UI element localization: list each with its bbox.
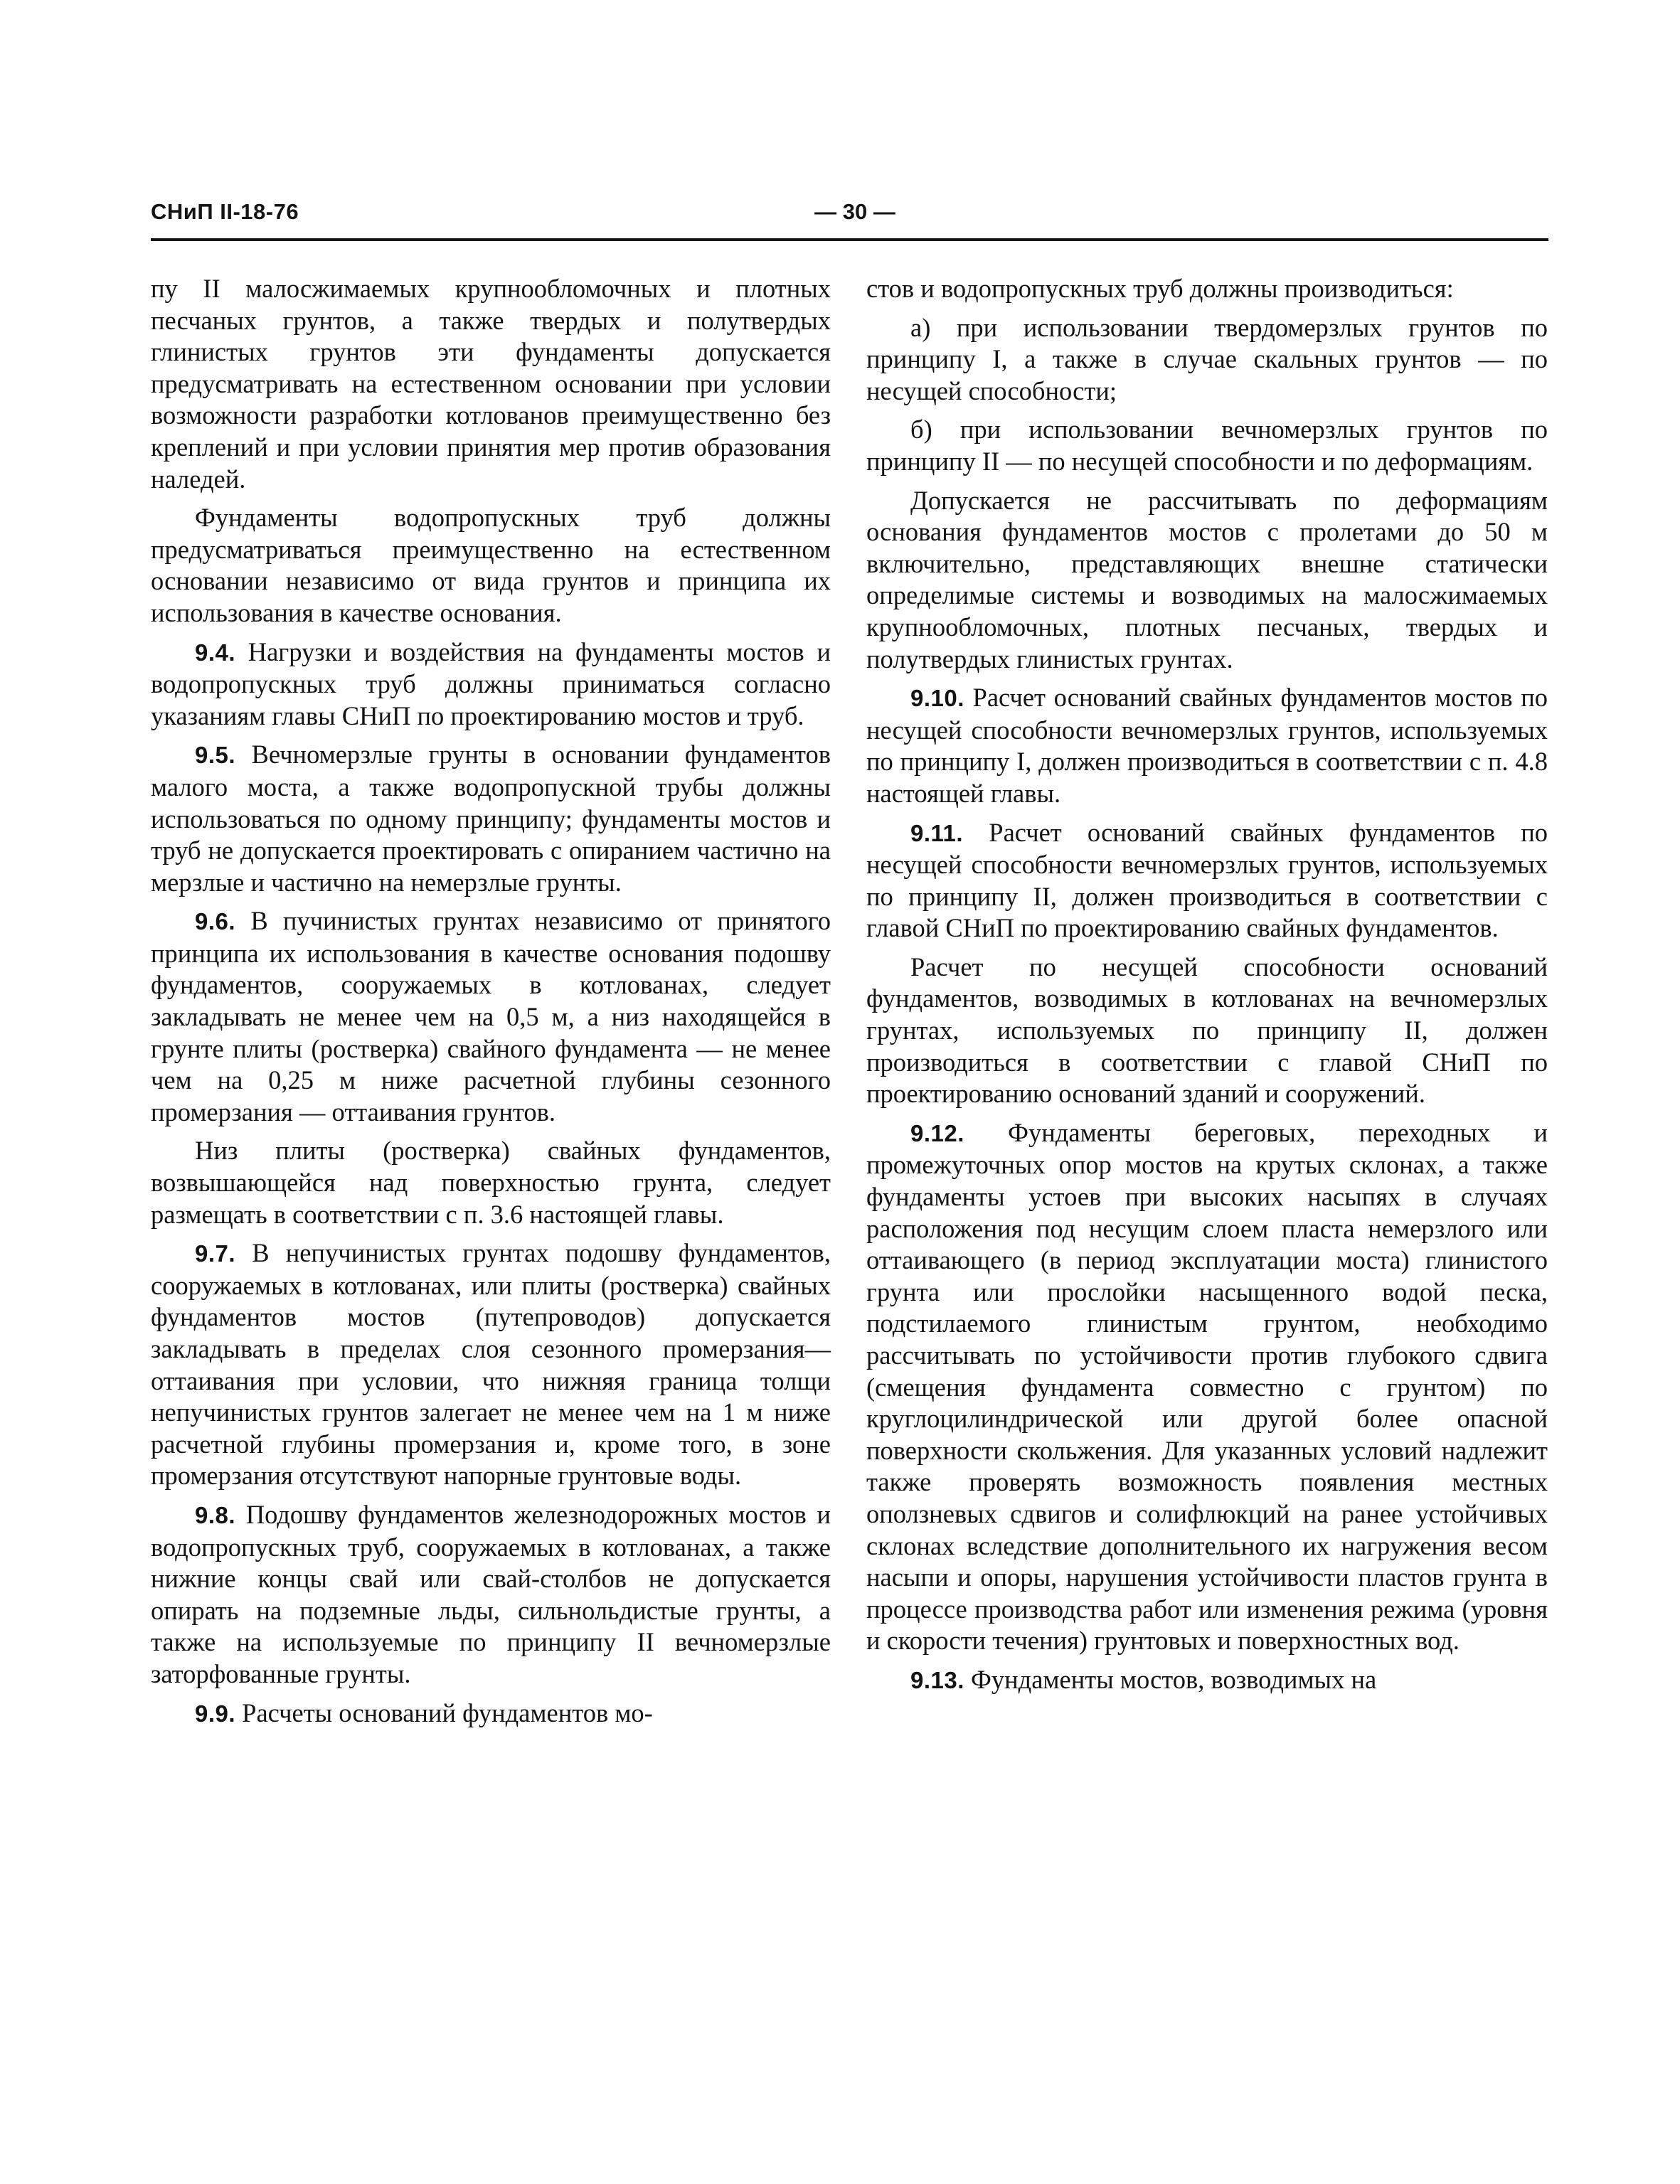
- clause-9-4: [151, 636, 831, 733]
- clause-number: 9.6.: [195, 908, 236, 935]
- paragraph-text: стов и водопропускных труб должны производиться:: [866, 274, 1454, 303]
- clause-number: 9.8.: [195, 1501, 236, 1528]
- clause-9-11: [866, 817, 1548, 944]
- clause-9-12: [866, 1117, 1548, 1657]
- paragraph-text: Фундаменты мостов, возводимых на: [971, 1664, 1377, 1694]
- paragraph-text: Расчеты оснований фундаментов мо-: [242, 1698, 653, 1727]
- paragraph-text: Расчет по несущей способности оснований фундаментов, возводимых в котлованах на вечномерзлых грунтах, используемых по принципу II, должен производиться в соответствии с главой СНиП по проектированию оснований зданий и сооружений.: [866, 952, 1548, 1109]
- paragraph-text: Расчет оснований свайных фундаментов по несущей способности вечномерзлых грунтов, используемых по принципу II, должен производиться в соответствии с главой СНиП по проектированию свайных фундаментов.: [866, 817, 1548, 943]
- paragraph-text: В непучинистых грунтах подошву фундаментов, сооружаемых в котлованах, или плиты (ростверка) свайных фундаментов мостов (путепроводов) допускается закладывать в пределах слоя сезонного промерзания—оттаивания при условии, что нижняя граница толщи непучинистых грунтов залегает не менее чем на 1 м ниже расчетной глубины промерзания и, кроме того, в зоне промерзания отсутствуют напорные грунтовые воды.: [151, 1238, 831, 1491]
- paragraph-text: Вечномерзлые грунты в основании фундаментов малого моста, а также водопропускной трубы должны использоваться по одному принципу; фундаменты мостов и труб не допускается проектировать с опиранием частично на мерзлые и частично на немерзлые грунты.: [151, 740, 831, 897]
- paragraph-text: Допускается не рассчитывать по деформациям основания фундаментов мостов с пролетами до 50 м включительно, представляющих внешне статически определимые системы и возводимых на малосжимаемых крупнообломочных, плотных песчаных, твердых и полутвердых глинистых грунтах.: [866, 485, 1548, 673]
- paragraph-text: Подошву фундаментов железнодорожных мостов и водопропускных труб, сооружаемых в котлованах, а также нижние концы свай или свай-столбов не допускается опирать на подземные льды, сильнольдистые грунты, а также на используемые по принципу II вечномерзлые заторфованные грунты.: [151, 1499, 831, 1688]
- clause-number: 9.4.: [195, 639, 236, 666]
- document-code: СНиП II-18-76: [151, 199, 299, 224]
- list-item: [866, 414, 1548, 477]
- clause-9-9: [151, 1698, 831, 1730]
- list-item: [866, 312, 1548, 407]
- paragraph-text: а) при использовании твердомерзлых грунтов по принципу I, а также в случае скальных грунтов — по несущей способности;: [866, 312, 1548, 405]
- paragraph-text: В пучинистых грунтах независимо от принятого принципа их использования в качестве основания подошву фундаментов, сооружаемых в котлованах, следует закладывать не менее чем на 0,5 м, а низ находящейся в грунте плиты (ростверка) свайного фундамента — не менее чем на 0,25 м ниже расчетной глубины сезонного промерзания — оттаивания грунтов.: [151, 906, 831, 1126]
- clause-9-6: [151, 905, 831, 1128]
- page-number: — 30 —: [814, 199, 895, 224]
- page-header: [151, 199, 1548, 238]
- paragraph-text: б) при использовании вечномерзлых грунтов по принципу II — по несущей способности и по деформациям.: [866, 415, 1548, 476]
- right-text-column: [866, 273, 1548, 1704]
- clause-number: 9.12.: [910, 1119, 964, 1146]
- paragraph-text: Нагрузки и воздействия на фундаменты мостов и водопропускных труб должны приниматься согласно указаниям главы СНиП по проектированию мостов и труб.: [151, 636, 831, 730]
- clause-9-8: [151, 1499, 831, 1690]
- paragraph-text: Фундаменты береговых, переходных и промежуточных опор мостов на крутых склонах, а также фундаменты устоев при высоких насыпях в случаях расположения под несущим слоем пласта немерзлого или оттаивающего (в период эксплуатации моста) глинистого грунта или прослойки насыщенного водой песка, подстилаемого глинистым грунтом, необходимо рассчитывать по устойчивости против глубокого сдвига (смещения фундамента совместно с грунтом) по круглоцилиндрической или другой более опасной поверхности скольжения. Для указанных условий надлежит также проверять возможность появления местных оползневых сдвигов и солифлюкций на ранее устойчивых склонах вследствие дополнительного их нагружения весом насыпи и опоры, нарушения устойчивости пластов грунта в процессе производства работ или изменения режима (уровня и скорости течения) грунтовых и поверхностных вод.: [866, 1117, 1548, 1656]
- clause-9-5: [151, 739, 831, 898]
- clause-9-7: [151, 1237, 831, 1492]
- paragraph-text: Низ плиты (ростверка) свайных фундаментов, возвышающейся над поверхностью грунта, следует размещать в соответствии с п. 3.6 настоящей главы.: [151, 1136, 831, 1229]
- clause-number: 9.11.: [910, 819, 964, 846]
- paragraph: [151, 1135, 831, 1230]
- clause-number: 9.7.: [195, 1240, 236, 1267]
- clause-number: 9.13.: [910, 1666, 964, 1693]
- paragraph-text: Фундаменты водопропускных труб должны предусматриваться преимущественно на естественном основании независимо от вида грунтов и принципа их использования в качестве основания.: [151, 503, 831, 627]
- header-divider: [151, 238, 1548, 241]
- paragraph: [866, 952, 1548, 1110]
- clause-number: 9.5.: [195, 742, 236, 769]
- paragraph: [866, 485, 1548, 676]
- clause-9-13: [866, 1664, 1548, 1697]
- paragraph: [151, 273, 831, 495]
- left-text-column: [151, 273, 831, 1737]
- paragraph: [151, 502, 831, 629]
- paragraph-text: Расчет оснований свайных фундаментов мостов по несущей способности вечномерзлых грунтов, используемых по принципу I, должен производиться в соответствии с п. 4.8 настоящей главы.: [866, 683, 1548, 808]
- clause-number: 9.10.: [910, 685, 964, 712]
- clause-9-10: [866, 682, 1548, 809]
- paragraph: [866, 273, 1548, 305]
- paragraph-text: пу II малосжимаемых крупнообломочных и плотных песчаных грунтов, а также твердых и полутвердых глинистых грунтов эти фундаменты допускается предусматривать на естественном основании при условии возможности разработки котлованов преимущественно без креплений и при условии принятия мер против образования наледей.: [151, 274, 831, 494]
- clause-number: 9.9.: [195, 1700, 236, 1727]
